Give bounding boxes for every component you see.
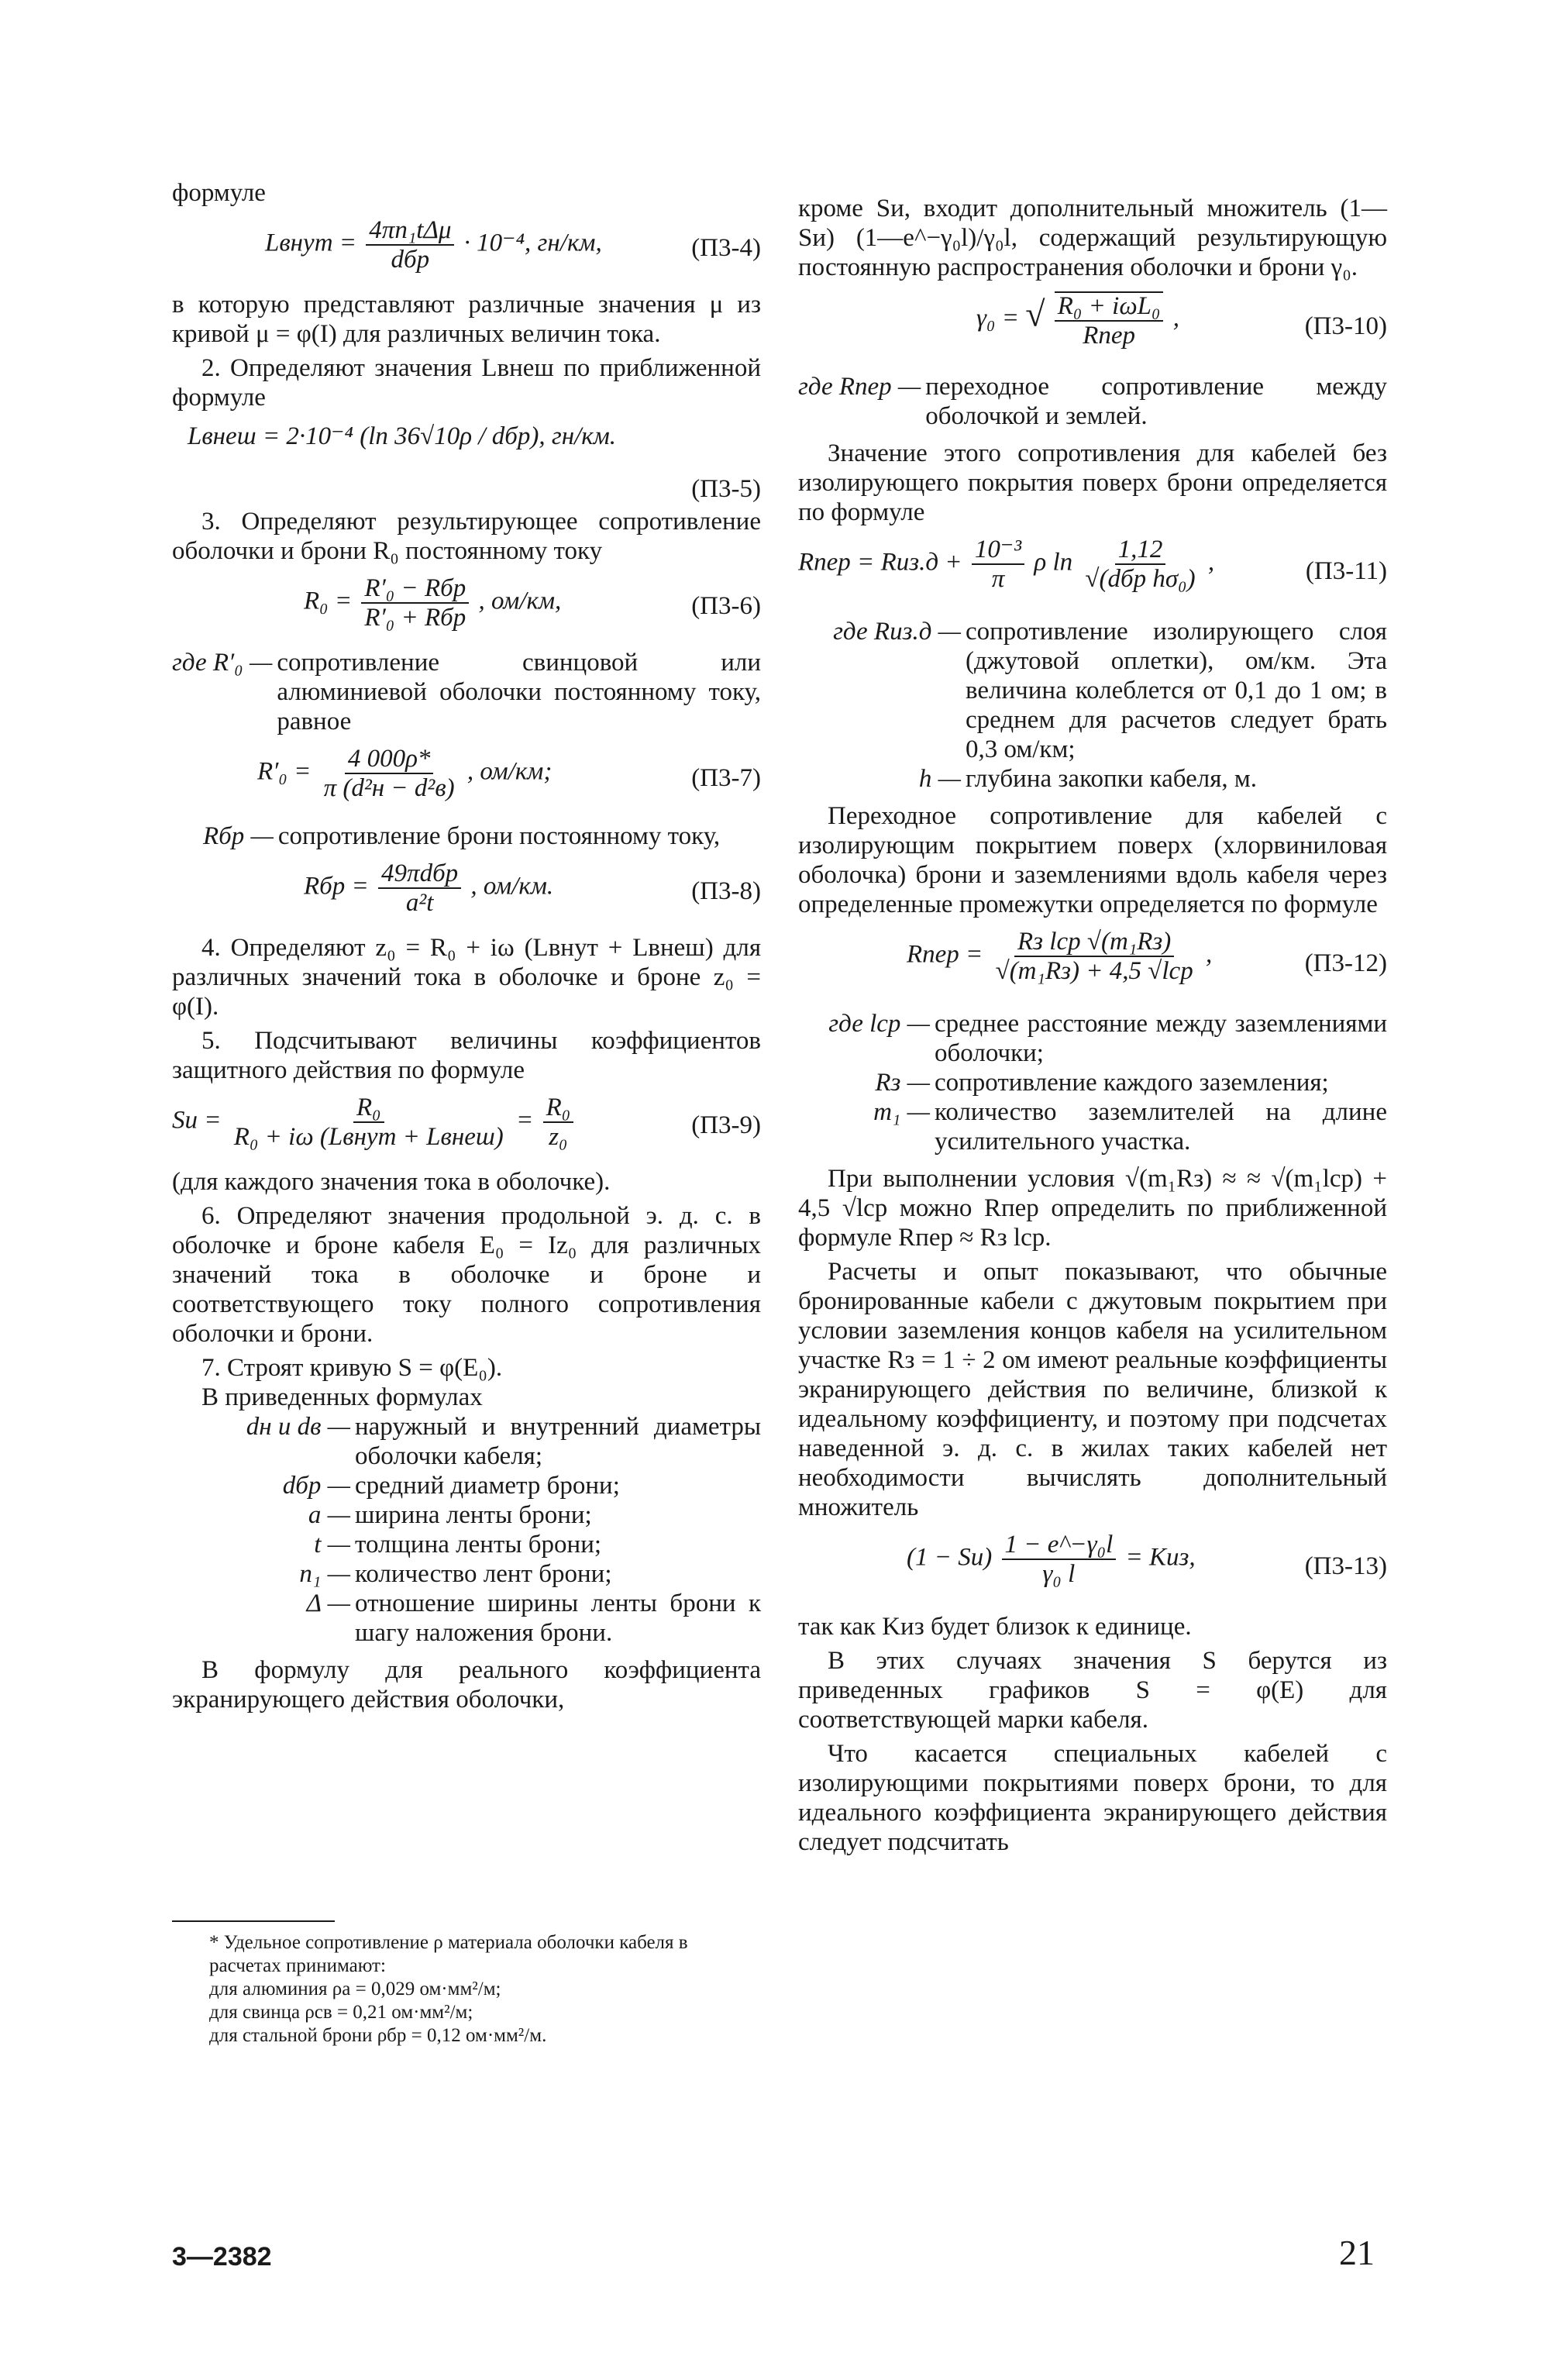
eq-middle: ρ ln: [1034, 548, 1073, 577]
eq-lhs: Rпер =: [907, 940, 983, 969]
definition-symbol: m₁ —: [873, 1098, 930, 1126]
eq-lhs: Lвнут =: [265, 229, 357, 257]
eq-denominator: π: [991, 565, 1005, 593]
right-column: [798, 194, 1387, 1862]
definition-item: [172, 1412, 761, 1471]
equation-p3-6: [172, 575, 761, 637]
definition-symbol: где R′₀ —: [172, 649, 273, 677]
eq-fraction: [972, 536, 1024, 592]
equation-label: (П3-7): [691, 764, 761, 792]
eq-numerator: 4πn₁tΔμ: [366, 217, 454, 246]
eq-lhs: Sи =: [172, 1106, 222, 1135]
footnote: [209, 1931, 752, 2048]
paragraph: Что касается специальных кабелей с изолирующими покрытиями поверх брони, то для идеального коэффициента экранирующего действия следует подсчитать: [798, 1740, 1387, 1856]
eq-denominator: √(dбр hσ₀): [1085, 565, 1196, 593]
definition-symbol: h —: [918, 765, 961, 793]
definition-text: сопротивление каждого заземления;: [935, 1069, 1329, 1097]
eq-denominator: z₀: [549, 1123, 568, 1151]
eq-fraction: [366, 217, 454, 273]
equation-p3-13: [798, 1531, 1387, 1601]
definition-text: переходное сопротивление между оболочкой и землей.: [925, 373, 1387, 430]
equation-label: (П3-8): [691, 877, 761, 905]
definition-symbol: Rз —: [875, 1069, 930, 1097]
definition-item: [798, 1009, 1387, 1068]
paragraph-step6: 6. Определяют значения продольной э. д. с. в оболочке и броне кабеля E₀ = Iz₀ для различных значений тока в оболочке и броне и соответствующего току полного сопротивления оболочки и брони.: [172, 1202, 761, 1348]
definition-symbol: где Rиз.д —: [833, 618, 961, 646]
definition-text: сопротивление изолирующего слоя (джутовой оплетки), ом/км. Эта величина колеблется от 0,1 до 1 ом; в среднем для расчетов следует брать 0,3 ом/км;: [966, 618, 1387, 763]
eq-fraction: [1055, 291, 1164, 349]
paragraph: (для каждого значения тока в оболочке).: [172, 1168, 611, 1196]
definition-text: наружный и внутренний диаметры оболочки кабеля;: [355, 1413, 761, 1470]
eq-denominator: R₀ + iω (Lвнут + Lвнеш): [233, 1123, 504, 1151]
eq-numerator: 49πdбр: [378, 860, 461, 889]
definition-item: [798, 617, 1387, 764]
eq-lhs: Rпер = Rиз.д +: [798, 548, 962, 577]
definition-symbol: dн и dв —: [246, 1413, 350, 1441]
equation-p3-9: [172, 1094, 761, 1156]
definition-item: [798, 764, 1387, 794]
footnote-line: для свинца ρсв = 0,21 ом·мм²/м;: [209, 2002, 473, 2023]
eq-fraction: [993, 928, 1196, 984]
equation-p3-11: [798, 536, 1387, 606]
definition-list: [798, 1009, 1387, 1156]
paragraph-step4: 4. Определяют z₀ = R₀ + iω (Lвнут + Lвнеш) для различных значений тока в оболочке и броне z₀ = φ(I).: [172, 934, 761, 1021]
definition-symbol: t —: [314, 1531, 350, 1559]
equation-label: (П3-11): [1305, 557, 1387, 585]
equation-p3-8: [172, 860, 761, 922]
eq-lhs: Rбр =: [304, 872, 369, 901]
definition-symbol: где Rпер —: [798, 373, 921, 401]
definition-symbol: где lср —: [828, 1010, 930, 1038]
definition-item: [172, 1500, 761, 1530]
equation-label: (П3-10): [1304, 312, 1387, 340]
eq-fraction: [378, 860, 461, 916]
equation-label: (П3-4): [691, 234, 761, 262]
paragraph: Значение этого сопротивления для кабелей без изолирующего покрытия поверх брони определяется по формуле: [798, 439, 1387, 526]
paragraph-step5: 5. Подсчитывают величины коэффициентов защитного действия по формуле: [172, 1027, 761, 1084]
eq-denominator: a²t: [405, 889, 434, 917]
paragraph: Расчеты и опыт показывают, что обычные бронированные кабели с джутовым покрытием при условии заземления концов кабеля на усилительном участке Rз = 1 ÷ 2 ом имеют реальные коэффициенты экранирующего действия по величине, близкой к идеальному коэффициенту, и поэтому при подсчетах наведенной э. д. с. в жилах таких кабелей нет необходимости вычислять дополнительный множитель: [798, 1258, 1387, 1521]
eq-rest: ,: [1172, 304, 1179, 332]
equation-label: (П3-13): [1304, 1552, 1387, 1580]
eq-numerator: 1,12: [1115, 536, 1166, 565]
definition-list: [798, 372, 1387, 431]
definition-text: толщина ленты брони;: [355, 1531, 602, 1559]
definition-list: [172, 1412, 761, 1648]
eq-rest: ,: [1205, 940, 1213, 969]
eq-rest: · 10⁻⁴, гн/км,: [463, 229, 602, 257]
equation-p3-12: [798, 928, 1387, 998]
definition-symbol: Rбр —: [203, 822, 274, 850]
eq-equals: =: [516, 1106, 534, 1135]
paragraph: в которую представляют различные значения μ из кривой μ = φ(I) для различных величин тока.: [172, 291, 761, 348]
eq-denominator: γ₀ l: [1042, 1560, 1076, 1588]
eq-lhs: R′₀ =: [257, 757, 312, 786]
paragraph-step2: 2. Определяют значения Lвнеш по приближенной формуле: [172, 354, 761, 412]
eq-rest: , ом/км.: [470, 872, 554, 901]
definition-item: [798, 1097, 1387, 1156]
eq-fraction: [1082, 536, 1198, 592]
equation-p3-4: [172, 217, 761, 279]
eq-fraction: [321, 746, 458, 801]
definition-symbol: a —: [308, 1501, 350, 1529]
definition-text: ширина ленты брони;: [355, 1501, 592, 1529]
equation-p3-10: [798, 291, 1387, 361]
footnote-rule: [172, 1920, 335, 1922]
equation-p3-7: [172, 746, 761, 811]
definition-list: [798, 617, 1387, 794]
paragraph-final: В формулу для реального коэффициента экранирующего действия оболочки,: [172, 1656, 761, 1714]
eq-expression: Lвнеш = 2·10⁻⁴ (ln 36√10ρ / dбр), гн/км.: [188, 422, 617, 450]
definition-list: [172, 648, 761, 736]
equation-label: (П3-6): [691, 592, 761, 620]
paragraph-step3: 3. Определяют результирующее сопротивление оболочки и брони R₀ постоянному току: [172, 508, 761, 565]
definition-symbol: Δ —: [306, 1590, 350, 1617]
definition-item: [172, 648, 761, 736]
eq-rest: = Kиз,: [1125, 1543, 1196, 1572]
definition-text: отношение ширины ленты брони к шагу наложения брони.: [355, 1590, 761, 1647]
definition-item: [172, 1471, 761, 1500]
equation-label: (П3-5): [691, 475, 761, 503]
eq-rest: , ом/км;: [466, 757, 553, 786]
eq-denominator: π (d²н − d²в): [323, 774, 455, 802]
definition-list: [172, 821, 761, 851]
definition-item: [798, 1068, 1387, 1097]
paragraph-intro: формуле: [172, 179, 266, 207]
definition-text: глубина закопки кабеля, м.: [966, 765, 1258, 793]
paragraph: так как Kиз будет близок к единице.: [798, 1613, 1192, 1641]
footnote-line: для стальной брони ρбр = 0,12 ом·мм²/м.: [209, 2025, 547, 2046]
definition-text: сопротивление свинцовой или алюминиевой оболочки постоянному току, равное: [277, 649, 761, 735]
definition-text: сопротивление брони постоянному току,: [277, 822, 721, 850]
footnote-line: * Удельное сопротивление ρ материала оболочки кабеля в расчетах принимают:: [209, 1932, 688, 1976]
eq-fraction: [231, 1094, 507, 1150]
eq-fraction: [1002, 1531, 1117, 1587]
eq-numerator: Rз lср √(m₁Rз): [1014, 928, 1174, 957]
eq-numerator: R′₀ − Rбр: [361, 575, 469, 604]
paragraph: В приведенных формулах: [201, 1383, 483, 1411]
eq-denominator: Rпер: [1083, 322, 1135, 350]
definition-item: [172, 821, 761, 851]
definition-item: [798, 372, 1387, 431]
paragraph: При выполнении условия √(m₁Rз) ≈ ≈ √(m₁lср) + 4,5 √lср можно Rпер определить по приближенной формуле Rпер ≈ Rз lср.: [798, 1165, 1387, 1252]
eq-numerator: 1 − e^−γ₀l: [1002, 1531, 1117, 1560]
equation-p3-5: [172, 422, 761, 503]
definition-text: количество лент брони;: [355, 1560, 612, 1588]
paragraph: Переходное сопротивление для кабелей с изолирующим покрытием поверх (хлорвиниловая оболочка) брони и заземлениями вдоль кабеля через определенные промежутки определяется по формуле: [798, 802, 1387, 918]
page-number: 21: [1339, 2233, 1375, 2272]
eq-numerator: R₀: [353, 1094, 384, 1123]
equation-label: (П3-12): [1304, 949, 1387, 977]
definition-item: [172, 1530, 761, 1559]
printer-signature: 3—2382: [172, 2242, 272, 2272]
definition-text: среднее расстояние между заземлениями оболочки;: [935, 1010, 1387, 1067]
paragraph-step7: 7. Строят кривую S = φ(E₀).: [201, 1354, 503, 1382]
eq-fraction: [361, 575, 469, 631]
equation-label: (П3-9): [691, 1111, 761, 1139]
footnote-line: для алюминия ρа = 0,029 ом·мм²/м;: [209, 1979, 501, 1999]
eq-numerator: 4 000ρ*: [345, 746, 434, 774]
eq-denominator: R′₀ + Rбр: [364, 604, 466, 632]
eq-lhs: R₀ =: [304, 587, 353, 615]
definition-symbol: n₁ —: [299, 1560, 350, 1588]
definition-text: количество заземлителей на длине усилительного участка.: [935, 1098, 1387, 1156]
eq-numerator: R₀: [543, 1094, 574, 1123]
paragraph-continued: кроме Sи, входит дополнительный множитель (1—Sи) (1—e^−γ₀l)/γ₀l, содержащий результирующую постоянную распространения оболочки и брони γ₀.: [798, 195, 1387, 281]
eq-lhs: (1 − Sи): [907, 1543, 993, 1572]
eq-lhs: γ₀ =: [976, 304, 1019, 332]
definition-item: [172, 1559, 761, 1589]
eq-rest: ,: [1207, 548, 1215, 577]
eq-numerator: 10⁻³: [972, 536, 1024, 565]
eq-denominator: dбр: [391, 246, 430, 274]
definition-symbol: dбр —: [282, 1472, 350, 1500]
eq-fraction: [543, 1094, 574, 1150]
sqrt-sign: √: [1025, 294, 1045, 334]
eq-numerator: R₀ + iωL₀: [1055, 293, 1164, 322]
eq-rest: , ом/км,: [478, 587, 562, 615]
left-column: [172, 178, 761, 1719]
definition-item: [172, 1589, 761, 1648]
paragraph: В этих случаях значения S берутся из приведенных графиков S = φ(E) для соответствующей марки кабеля.: [798, 1647, 1387, 1734]
eq-denominator: √(m₁Rз) + 4,5 √lср: [995, 957, 1193, 985]
definition-text: средний диаметр брони;: [355, 1472, 620, 1500]
